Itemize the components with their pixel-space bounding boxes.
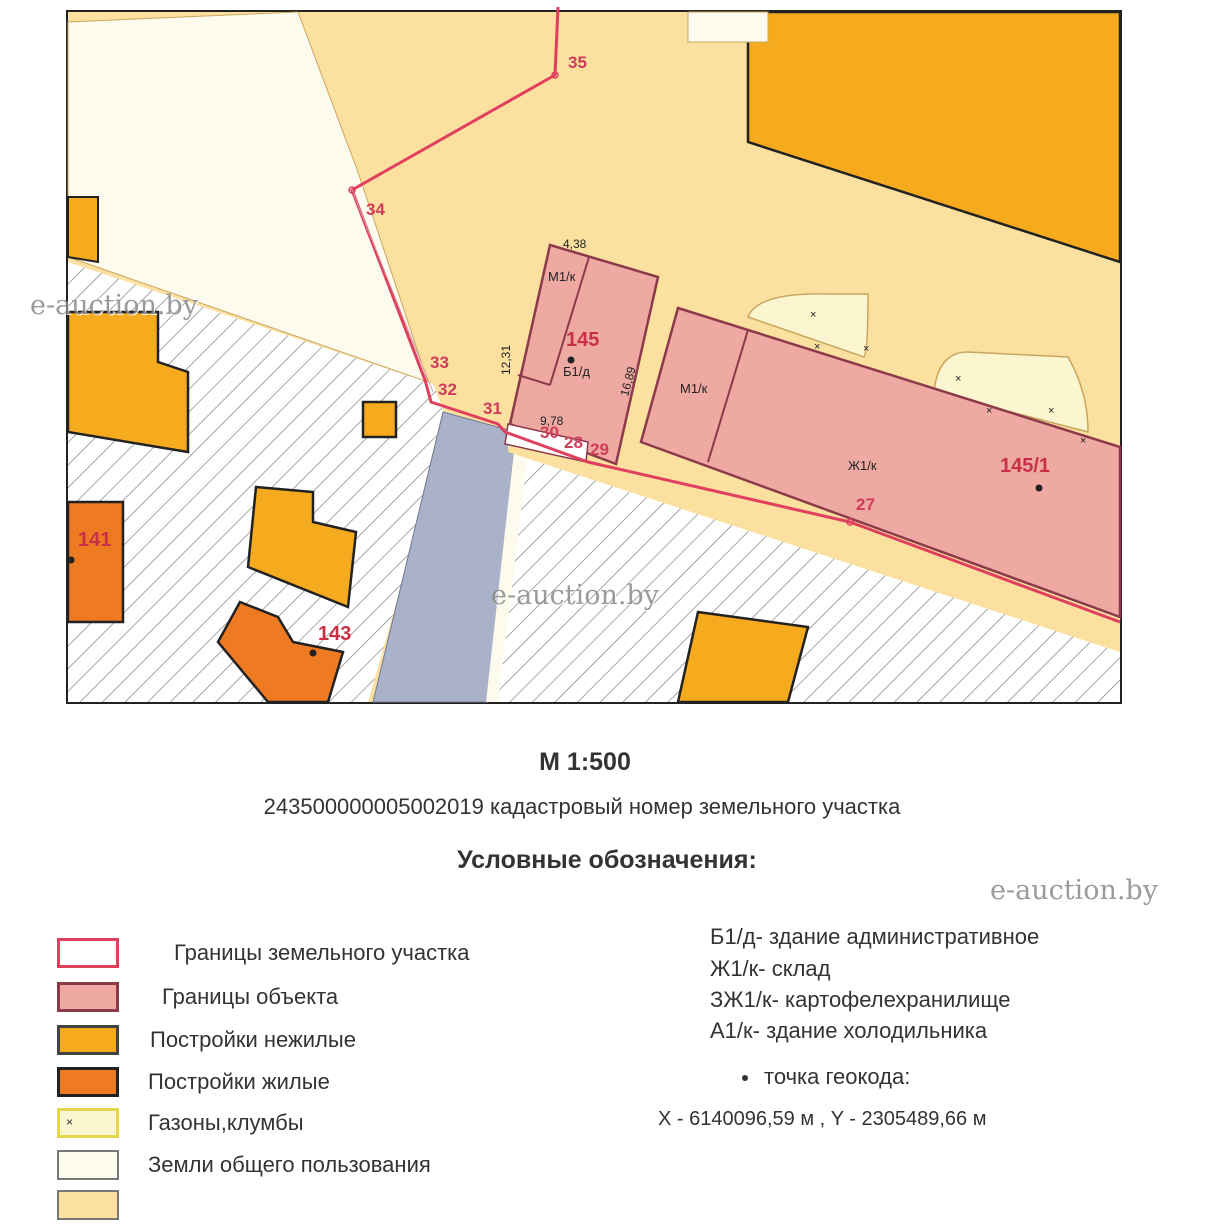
legend-item	[57, 1190, 657, 1230]
legend-label: Газоны,клумбы	[148, 1110, 304, 1135]
abbreviation: Б1/д- здание административное	[710, 924, 1040, 949]
legend-swatch-residential	[57, 1067, 119, 1097]
legend-item	[57, 1108, 657, 1148]
point-label: 31	[483, 399, 502, 418]
abbreviation: Ж1/к- склад	[710, 956, 831, 981]
svg-text:×: ×	[955, 373, 962, 385]
svg-text:×: ×	[814, 341, 821, 353]
point-label: 33	[430, 353, 449, 372]
legend-swatch-parcel-boundary	[57, 938, 119, 968]
legend-label: Границы земельного участка	[174, 940, 470, 965]
point-label: 32	[438, 380, 457, 399]
svg-text:×: ×	[1048, 405, 1055, 417]
watermark: e-auction.by	[491, 580, 659, 611]
parcel-number: 145	[566, 329, 600, 351]
geocode-point	[310, 650, 317, 657]
legend-label: Постройки жилые	[148, 1069, 330, 1094]
legend-label: Границы объекта	[162, 984, 339, 1009]
building-label: М1/к	[680, 381, 708, 396]
legend-item	[57, 982, 657, 1022]
abbreviation: ЗЖ1/к- картофелехранилище	[710, 987, 1011, 1012]
legend-swatch-yard	[57, 1190, 119, 1220]
parcel-number: 143	[318, 623, 352, 645]
dimension-label: 16,89	[617, 365, 639, 398]
point-label: 29	[590, 440, 609, 459]
legend-label: Постройки нежилые	[150, 1027, 356, 1052]
legend-item	[57, 1150, 657, 1190]
point-label: 34	[366, 200, 385, 219]
building-residential	[68, 502, 123, 622]
parcel-number: 141	[78, 529, 112, 551]
point-label: 28	[564, 433, 583, 452]
svg-text:×: ×	[1080, 435, 1087, 447]
point-label: 30	[540, 423, 559, 442]
abbreviation: А1/к- здание холодильника	[710, 1018, 988, 1043]
geocode-dot-icon	[742, 1075, 748, 1081]
geocode-legend	[742, 1064, 910, 1090]
geocode-point	[1036, 485, 1043, 492]
public-land-patch	[688, 12, 768, 42]
dimension-label: 12,31	[499, 344, 513, 375]
dimension-label: 4,38	[563, 237, 587, 251]
building-nonresidential	[68, 197, 98, 262]
legend-swatch-nonresidential	[57, 1025, 119, 1055]
building-label: М1/к	[548, 269, 576, 284]
watermark: e-auction.by	[30, 290, 198, 321]
legend-swatch-lawn: ×	[57, 1108, 119, 1138]
parcel-number: 145/1	[1000, 455, 1051, 477]
legend-item	[57, 938, 657, 978]
geocode-point	[68, 557, 75, 564]
building-nonresidential	[678, 612, 808, 702]
building-label: Ж1/к	[848, 458, 877, 473]
building-label: Б1/д	[563, 364, 590, 379]
svg-text:×: ×	[986, 405, 993, 417]
cadastral-number: 243500000005002019 кадастровый номер земельного участка	[263, 794, 901, 819]
geocode-coordinates: Х - 6140096,59 м , Y - 2305489,66 м	[658, 1108, 987, 1130]
geocode-label: точка геокода:	[764, 1064, 911, 1089]
cadastral-map[interactable]	[30, 10, 1122, 704]
legend-title: Условные обозначения:	[457, 846, 757, 874]
svg-text:×: ×	[810, 309, 817, 321]
legend-label: Земли общего пользования	[148, 1152, 431, 1177]
svg-text:×: ×	[863, 343, 870, 355]
legend-item	[57, 1067, 657, 1107]
legend-swatch-object-boundary	[57, 982, 119, 1012]
point-label: 35	[568, 53, 587, 72]
map-scale-title: М 1:500	[539, 748, 631, 776]
dimension-label: 9,78	[540, 414, 564, 428]
watermark: e-auction.by	[990, 875, 1158, 906]
point-label: 27	[856, 495, 875, 514]
legend-swatch-public-land	[57, 1150, 119, 1180]
geocode-point	[568, 357, 575, 364]
legend-item	[57, 1025, 657, 1065]
building-nonresidential	[363, 402, 396, 437]
